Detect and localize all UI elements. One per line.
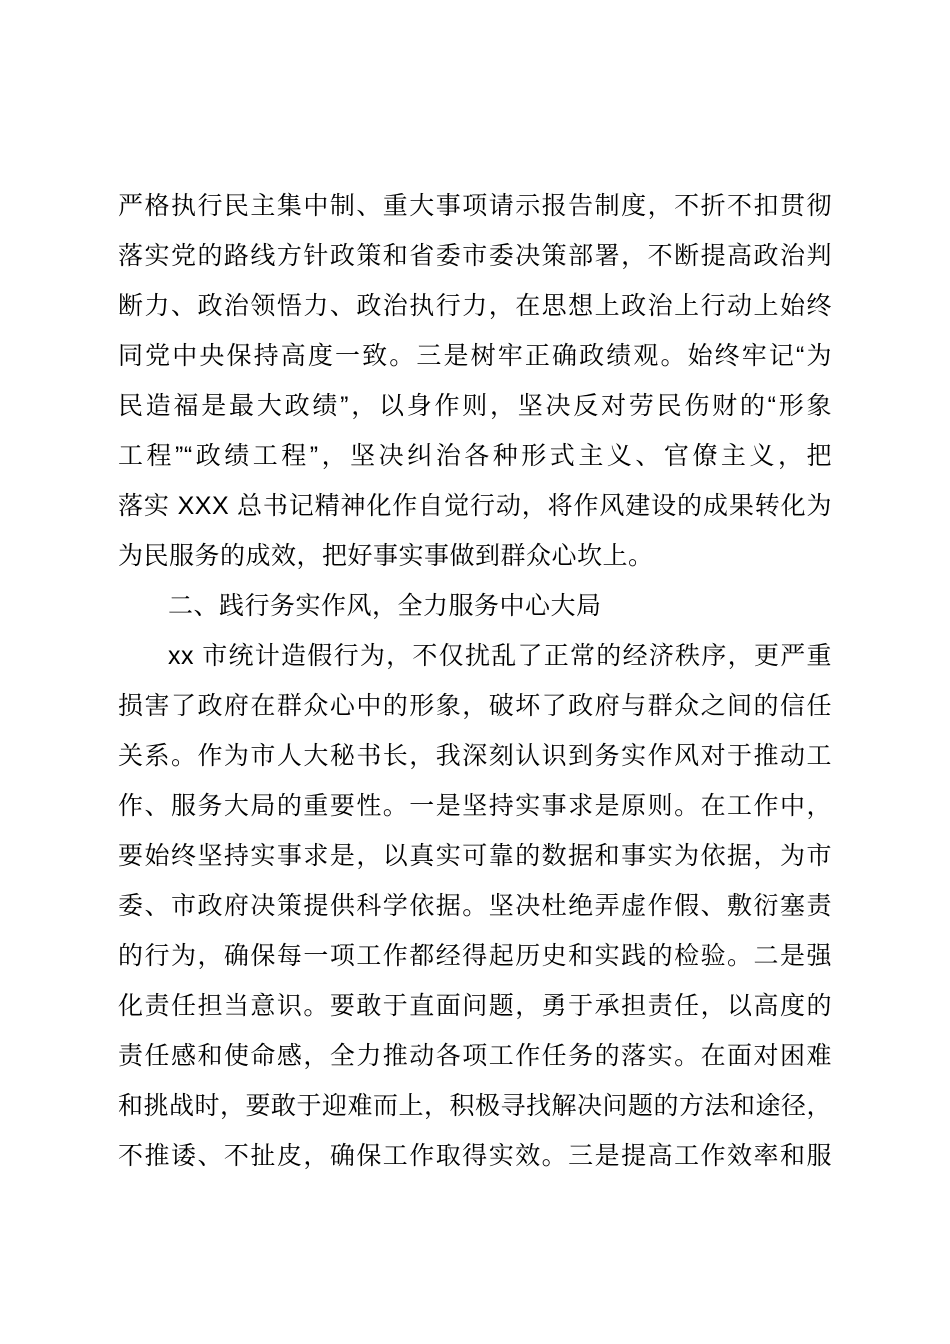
paragraph2-line: 作、服务大局的重要性。一是坚持实事求是原则。在工作中， (118, 792, 832, 820)
paragraph2-line: 的行为，确保每一项工作都经得起历史和实践的检验。二是强 (118, 942, 832, 970)
paragraph1-line: 断力、政治领悟力、政治执行力，在思想上政治上行动上始终 (118, 292, 832, 320)
paragraph2-line: 委、市政府决策提供科学依据。坚决杜绝弄虚作假、敷衍塞责 (118, 892, 832, 920)
paragraph2-line: 化责任担当意识。要敢于直面问题，勇于承担责任，以高度的 (118, 992, 832, 1020)
section-heading: 二、践行务实作风，全力服务中心大局 (168, 592, 602, 620)
paragraph2-line: 和挑战时，要敢于迎难而上，积极寻找解决问题的方法和途径， (118, 1092, 832, 1120)
paragraph1-line: 严格执行民主集中制、重大事项请示报告制度，不折不扣贯彻 (118, 192, 832, 220)
paragraph1-last-line: 为民服务的成效，把好事实事做到群众心坎上。 (118, 542, 654, 570)
paragraph2-line: 不推诿、不扯皮，确保工作取得实效。三是提高工作效率和服 (118, 1142, 832, 1170)
paragraph2-line: 要始终坚持实事求是，以真实可靠的数据和事实为依据，为市 (118, 842, 832, 870)
paragraph1-line: 落实 XXX 总书记精神化作自觉行动，将作风建设的成果转化为 (118, 492, 832, 520)
paragraph1-line: 工程”“政绩工程”，坚决纠治各种形式主义、官僚主义，把 (118, 442, 832, 470)
paragraph1-line: 落实党的路线方针政策和省委市委决策部署，不断提高政治判 (118, 242, 832, 270)
paragraph2-line: 损害了政府在群众心中的形象，破坏了政府与群众之间的信任 (118, 692, 832, 720)
paragraph1-line: 民造福是最大政绩”，以身作则，坚决反对劳民伤财的“形象 (118, 392, 832, 420)
paragraph2-line: 关系。作为市人大秘书长，我深刻认识到务实作风对于推动工 (118, 742, 832, 770)
paragraph2-line: xx 市统计造假行为，不仅扰乱了正常的经济秩序，更严重 (168, 642, 832, 670)
paragraph1-line: 同党中央保持高度一致。三是树牢正确政绩观。始终牢记“为 (118, 342, 832, 370)
document-text-block (118, 181, 832, 1181)
paragraph2-line: 责任感和使命感，全力推动各项工作任务的落实。在面对困难 (118, 1042, 832, 1070)
